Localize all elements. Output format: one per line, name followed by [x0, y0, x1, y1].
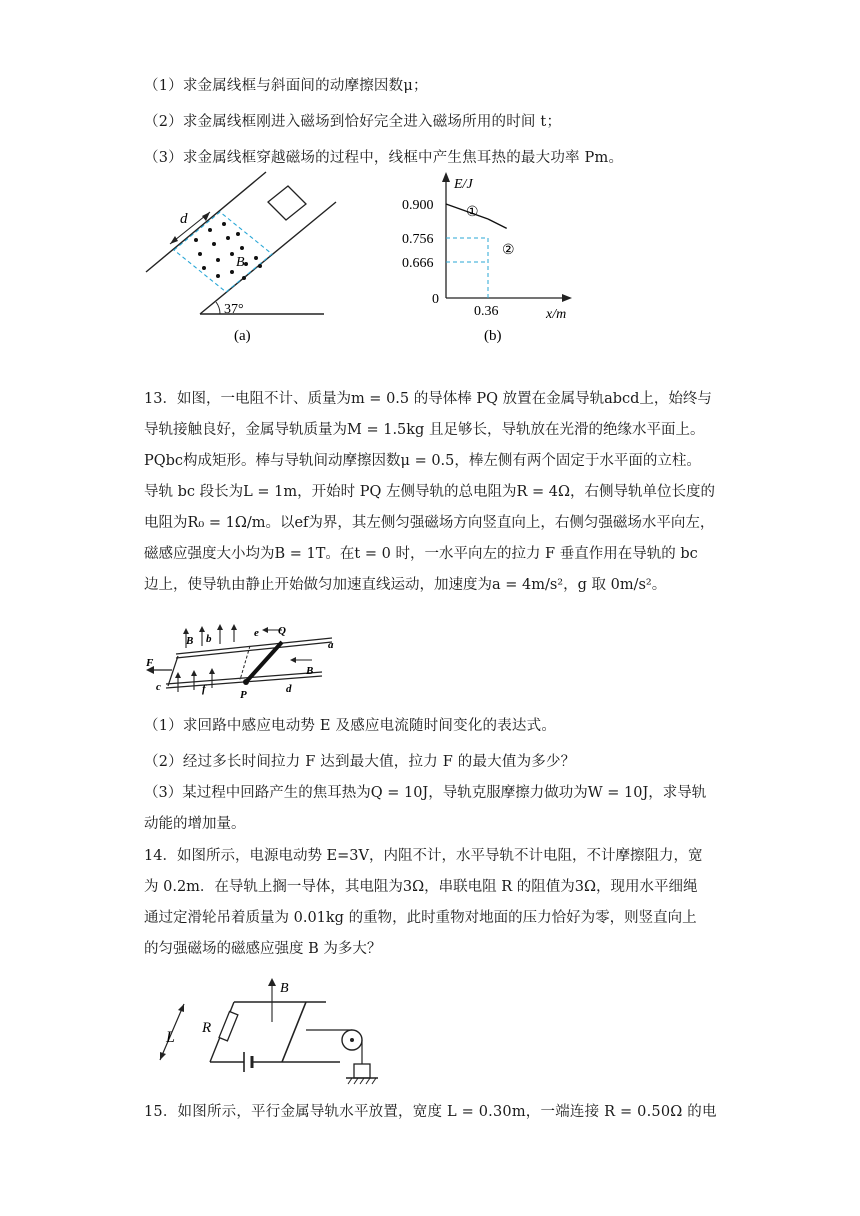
fig-a-b-label: B — [236, 255, 245, 270]
q13-sub3-line: 动能的增加量。 — [144, 816, 246, 832]
y-tick-0900: 0.900 — [402, 198, 434, 213]
q13-line: 导轨接触良好，金属导轨质量为M = 1.5kg 且足够长，导轨放在光滑的绝缘水平面上。 — [144, 422, 705, 438]
y-tick-0: 0 — [432, 292, 439, 307]
y-tick-0666: 0.666 — [402, 256, 434, 271]
q13-line: 13．如图，一电阻不计、质量为m = 0.5 的导体棒 PQ 放置在金属导轨abcd上，始终与 — [144, 391, 712, 407]
series-2-label: ② — [502, 243, 515, 258]
q12-sub1: （1）求金属线框与斜面间的动摩擦因数μ； — [144, 78, 428, 94]
figure-q13-rails — [142, 618, 342, 702]
q13-label-B1: B — [186, 635, 194, 647]
q13-line: 导轨 bc 段长为L = 1m，开始时 PQ 左侧导轨的总电阻为R = 4Ω，右侧导轨单位长度的 — [144, 484, 715, 500]
y-axis-label: E/J — [454, 177, 473, 192]
q13-sub2: （2）经过多长时间拉力 F 达到最大值，拉力 F 的最大值为多少？ — [144, 754, 576, 770]
q12-sub2: （2）求金属线框刚进入磁场到恰好完全进入磁场所用的时间 t； — [144, 114, 562, 130]
q13-label-d: d — [286, 683, 292, 695]
q14-label-R: R — [202, 1020, 212, 1036]
q14-line: 的匀强磁场的磁感应强度 B 为多大？ — [144, 941, 382, 957]
q14-text — [144, 841, 718, 965]
q13-label-e: e — [254, 627, 259, 639]
q12-sub3: （3）求金属线框穿越磁场的过程中，线框中产生焦耳热的最大功率 Pm。 — [144, 150, 624, 166]
x-axis-label: x/m — [546, 307, 567, 322]
series-line-2 — [488, 219, 507, 228]
fig-a-angle-label: 37° — [224, 302, 244, 317]
q13-label-b: b — [206, 633, 212, 645]
q13-line: 电阻为R₀ = 1Ω/m。以ef为界，其左侧匀强磁场方向竖直向上，右侧匀强磁场水平向左， — [144, 515, 715, 531]
fig-a-d-label: d — [180, 211, 188, 227]
q13-label-f: f — [202, 683, 206, 695]
q15-text: 15．如图所示，平行金属导轨水平放置，宽度 L = 0.30m，一端连接 R = 0.50Ω 的电 — [144, 1104, 717, 1120]
q13-label-Q: Q — [278, 625, 286, 637]
q13-label-F: F — [146, 657, 154, 669]
q13-sub3 — [144, 778, 718, 840]
q13-line: 边上，使导轨由静止开始做匀加速直线运动，加速度为a = 4m/s²，g 取 0m/s²。 — [144, 577, 667, 593]
q14-label-B: B — [280, 981, 289, 996]
q14-line: 通过定滑轮吊着质量为 0.01kg 的重物，此时重物对地面的压力恰好为零，则竖直向上 — [144, 910, 697, 926]
q13-line: 磁感应强度大小均为B = 1T。在t = 0 时，一水平向左的拉力 F 垂直作用在导轨的 bc — [144, 546, 698, 562]
figure-b-energy-graph — [398, 168, 588, 348]
q13-sub3-line: （3）某过程中回路产生的焦耳热为Q = 10J，导轨克服摩擦力做功为W = 10J，求导轨 — [144, 785, 707, 801]
y-tick-0756: 0.756 — [402, 232, 434, 247]
series-1-label: ① — [466, 205, 479, 220]
figure-a-incline — [140, 168, 350, 348]
q13-text — [144, 384, 718, 601]
q13-label-a: a — [328, 639, 334, 651]
q13-sub1: （1）求回路中感应电动势 E 及感应电流随时间变化的表达式。 — [144, 718, 557, 734]
q13-line: PQbc构成矩形。棒与导轨间动摩擦因数μ = 0.5，棒左侧有两个固定于水平面的立柱。 — [144, 453, 701, 469]
q13-label-c: c — [156, 681, 161, 693]
q14-label-L: L — [166, 1029, 175, 1046]
q14-line: 为 0.2m．在导轨上搁一导体，其电阻为3Ω，串联电阻 R 的阻值为3Ω，现用水平细绳 — [144, 879, 698, 895]
x-tick-036: 0.36 — [474, 304, 499, 319]
figure-q14-circuit — [146, 974, 396, 1092]
q13-label-B2: B — [306, 665, 314, 677]
q14-line: 14．如图所示，电源电动势 E=3V，内阻不计，水平导轨不计电阻，不计摩擦阻力，宽 — [144, 848, 703, 864]
q13-label-P: P — [240, 689, 247, 701]
fig-b-caption: (b) — [484, 328, 502, 344]
fig-a-caption: (a) — [234, 328, 251, 344]
